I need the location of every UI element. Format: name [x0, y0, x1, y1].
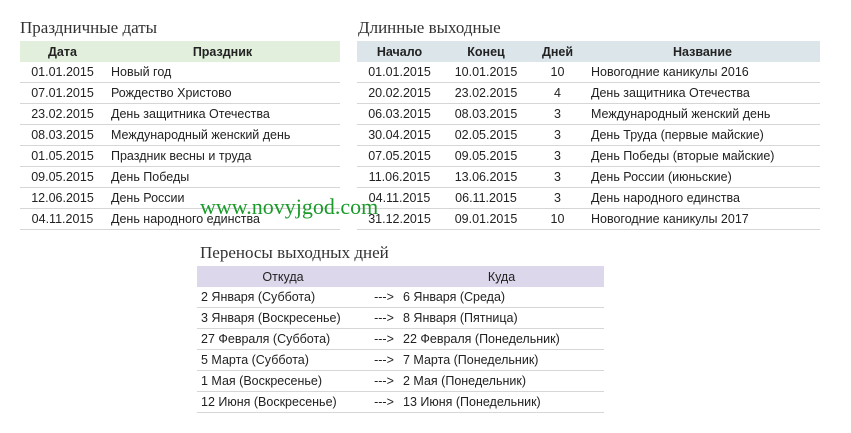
- days-count-cell: 4: [530, 83, 585, 104]
- transfer-from-cell: 2 Января (Суббота): [197, 287, 369, 308]
- transfers-body: [197, 287, 604, 413]
- end-date-cell: 02.05.2015: [442, 125, 530, 146]
- weekend-name-cell: День Победы (вторые майские): [585, 146, 820, 167]
- transfer-from-cell: 5 Марта (Суббота): [197, 350, 369, 371]
- table-row: [357, 188, 820, 209]
- transfer-to-cell: 22 Февраля (Понедельник): [399, 329, 604, 350]
- end-date-cell: 23.02.2015: [442, 83, 530, 104]
- end-date-cell: 10.01.2015: [442, 62, 530, 83]
- table-row: [357, 167, 820, 188]
- table-row: [197, 308, 604, 329]
- transfer-to-cell: 6 Января (Среда): [399, 287, 604, 308]
- transfer-from-cell: 1 Мая (Воскресенье): [197, 371, 369, 392]
- long-weekends-header-end: Конец: [442, 41, 530, 62]
- transfers-table: [197, 266, 604, 413]
- holiday-name-cell: День защитника Отечества: [105, 104, 340, 125]
- table-row: [357, 83, 820, 104]
- table-row: [20, 146, 340, 167]
- weekend-name-cell: Новогодние каникулы 2016: [585, 62, 820, 83]
- long-weekends-header-days: Дней: [530, 41, 585, 62]
- watermark-text: www.novyjgod.com: [200, 194, 379, 219]
- end-date-cell: 13.06.2015: [442, 167, 530, 188]
- holiday-date-cell: 08.03.2015: [20, 125, 105, 146]
- arrow-cell: --->: [369, 287, 399, 308]
- transfers-header-arrow-spacer: [369, 266, 399, 287]
- weekend-name-cell: День защитника Отечества: [585, 83, 820, 104]
- days-count-cell: 10: [530, 209, 585, 230]
- start-date-cell: 11.06.2015: [357, 167, 442, 188]
- end-date-cell: 08.03.2015: [442, 104, 530, 125]
- weekend-name-cell: День народного единства: [585, 188, 820, 209]
- days-count-cell: 3: [530, 104, 585, 125]
- days-count-cell: 10: [530, 62, 585, 83]
- transfer-to-cell: 2 Мая (Понедельник): [399, 371, 604, 392]
- holiday-name-cell: Международный женский день: [105, 125, 340, 146]
- holiday-name-cell: Рождество Христово: [105, 83, 340, 104]
- transfer-from-cell: 27 Февраля (Суббота): [197, 329, 369, 350]
- table-row: [357, 104, 820, 125]
- long-weekends-table: [357, 41, 820, 230]
- holiday-date-cell: 01.05.2015: [20, 146, 105, 167]
- long-weekends-body: [357, 62, 820, 230]
- arrow-cell: --->: [369, 329, 399, 350]
- holiday-name-cell: Праздник весны и труда: [105, 146, 340, 167]
- holiday-date-cell: 07.01.2015: [20, 83, 105, 104]
- table-row: [197, 350, 604, 371]
- holiday-name-cell: День России: [105, 188, 340, 209]
- table-row: [197, 329, 604, 350]
- days-count-cell: 3: [530, 125, 585, 146]
- table-row: [357, 146, 820, 167]
- table-row: [20, 62, 340, 83]
- holidays-header-holiday: Праздник: [105, 41, 340, 62]
- weekend-name-cell: День Труда (первые майские): [585, 125, 820, 146]
- holidays-header-date: Дата: [20, 41, 105, 62]
- start-date-cell: 30.04.2015: [357, 125, 442, 146]
- holiday-name-cell: День Победы: [105, 167, 340, 188]
- holiday-date-cell: 23.02.2015: [20, 104, 105, 125]
- arrow-cell: --->: [369, 371, 399, 392]
- holiday-date-cell: 12.06.2015: [20, 188, 105, 209]
- table-row: [197, 371, 604, 392]
- end-date-cell: 06.11.2015: [442, 188, 530, 209]
- table-row: [197, 392, 604, 413]
- transfers-header-row: [197, 266, 604, 287]
- start-date-cell: 04.11.2015: [357, 188, 442, 209]
- weekend-name-cell: Международный женский день: [585, 104, 820, 125]
- end-date-cell: 09.01.2015: [442, 209, 530, 230]
- table-row: [197, 287, 604, 308]
- holidays-title: Праздничные даты: [20, 18, 158, 37]
- transfer-to-cell: 7 Марта (Понедельник): [399, 350, 604, 371]
- table-row: [20, 125, 340, 146]
- transfers-header-from: Откуда: [197, 266, 369, 287]
- transfer-to-cell: 13 Июня (Понедельник): [399, 392, 604, 413]
- holidays-header-row: [20, 41, 340, 62]
- holiday-date-cell: 04.11.2015: [20, 209, 105, 230]
- transfers-header-to: Куда: [399, 266, 604, 287]
- arrow-cell: --->: [369, 308, 399, 329]
- table-row: [357, 209, 820, 230]
- start-date-cell: 01.01.2015: [357, 62, 442, 83]
- holiday-name-cell: Новый год: [105, 62, 340, 83]
- holiday-name-cell: День народного единства: [105, 209, 340, 230]
- days-count-cell: 3: [530, 146, 585, 167]
- start-date-cell: 31.12.2015: [357, 209, 442, 230]
- end-date-cell: 09.05.2015: [442, 146, 530, 167]
- transfers-title: Переносы выходных дней: [200, 243, 389, 262]
- holiday-date-cell: 09.05.2015: [20, 167, 105, 188]
- start-date-cell: 20.02.2015: [357, 83, 442, 104]
- long-weekends-header-start: Начало: [357, 41, 442, 62]
- days-count-cell: 3: [530, 188, 585, 209]
- transfer-to-cell: 8 Января (Пятница): [399, 308, 604, 329]
- weekend-name-cell: Новогодние каникулы 2017: [585, 209, 820, 230]
- holiday-date-cell: 01.01.2015: [20, 62, 105, 83]
- table-row: [20, 104, 340, 125]
- long-weekends-title: Длинные выходные: [358, 18, 501, 37]
- start-date-cell: 06.03.2015: [357, 104, 442, 125]
- transfer-from-cell: 12 Июня (Воскресенье): [197, 392, 369, 413]
- start-date-cell: 07.05.2015: [357, 146, 442, 167]
- table-row: [20, 83, 340, 104]
- long-weekends-header-row: [357, 41, 820, 62]
- weekend-name-cell: День России (июньские): [585, 167, 820, 188]
- table-row: [357, 62, 820, 83]
- days-count-cell: 3: [530, 167, 585, 188]
- table-row: [357, 125, 820, 146]
- long-weekends-header-name: Название: [585, 41, 820, 62]
- table-row: [20, 167, 340, 188]
- transfer-from-cell: 3 Января (Воскресенье): [197, 308, 369, 329]
- arrow-cell: --->: [369, 392, 399, 413]
- arrow-cell: --->: [369, 350, 399, 371]
